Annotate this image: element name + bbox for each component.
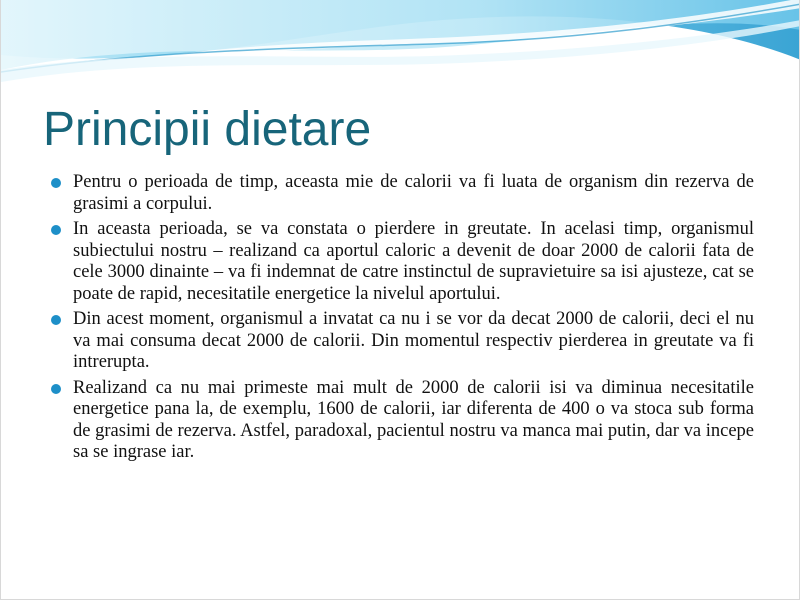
- bullet-dot-icon: [51, 178, 61, 188]
- bullet-dot-icon: [51, 225, 61, 235]
- bullet-text: Din acest moment, organismul a invatat ca nu i se vor da decat 2000 de calorii, deci el nu va mai consuma decat 2000 de calorii. Din momentul respectiv pierderea in greutate va fi intrerupta.: [73, 309, 754, 372]
- list-item: [49, 172, 754, 215]
- bullet-text: In aceasta perioada, se va constata o pierdere in greutate. In acelasi timp, organismul subiectului nostru – realizand ca aportul caloric a devenit de doar 2000 de calorii fata de cele 3000 dinainte – va fi indemnat de catre instinctul de supravietuire sa isi ajusteze, cat se poate de rapid, necesitatile energetice la nivelul aportului.: [73, 219, 754, 304]
- bullet-text: Realizand ca nu mai primeste mai mult de 2000 de calorii isi va diminua necesitatile energetice pana la, de exemplu, 1600 de calorii, iar diferenta de 400 o va stoca sub forma de grasimi de rezerva. Astfel, paradoxal, pacientul nostru va manca mai putin, dar va incepe sa se ingrase iar.: [73, 377, 754, 462]
- bullet-list: [49, 172, 754, 468]
- bullet-dot-icon: [51, 315, 61, 325]
- list-item: [49, 219, 754, 305]
- bullet-text: Pentru o perioada de timp, aceasta mie de calorii va fi luata de organism din rezerva de grasimi a corpului.: [73, 172, 754, 214]
- list-item: [49, 378, 754, 464]
- list-item: [49, 309, 754, 374]
- page-title: Principii dietare: [43, 103, 372, 156]
- bullet-dot-icon: [51, 384, 61, 394]
- wave-banner-decoration: [1, 0, 800, 95]
